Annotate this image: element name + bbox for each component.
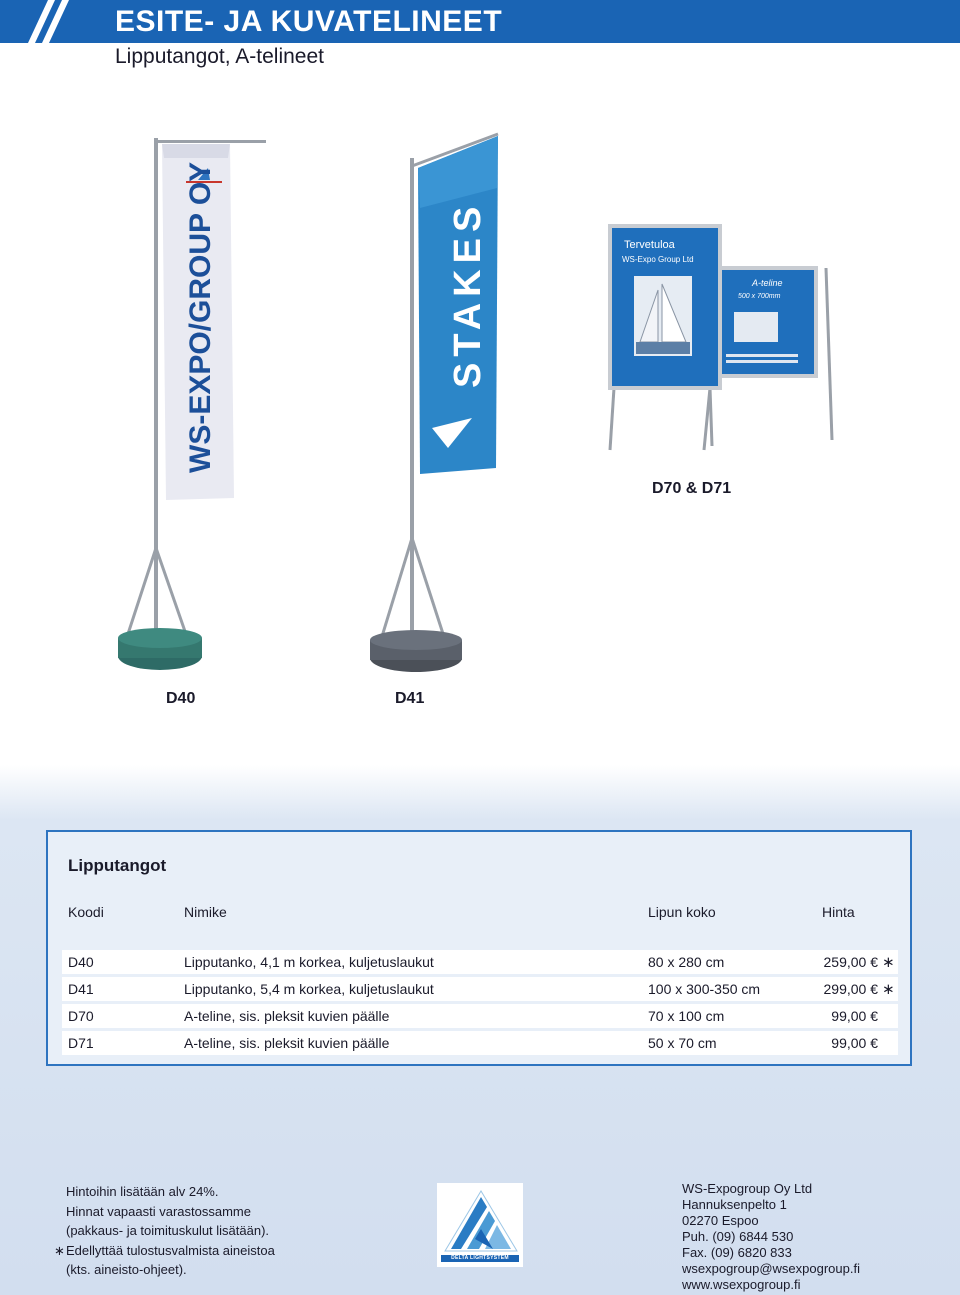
note-star-mark: ∗: [54, 1242, 65, 1258]
row-price: 259,00 €: [823, 954, 878, 970]
header-stripes-decoration: [14, 0, 84, 43]
company-city: 02270 Espoo: [682, 1213, 759, 1228]
note-delivery: Hinnat vapaasti varastossamme: [66, 1203, 251, 1219]
row-size: 80 x 280 cm: [648, 954, 725, 970]
poster-d70-subtitle: WS-Expo Group Ltd: [622, 255, 694, 264]
column-header-price: Hinta: [822, 904, 855, 920]
page-subtitle: Lipputangot, A-telineet: [115, 45, 324, 68]
row-footnote-star: ∗: [882, 981, 895, 998]
row-code: D41: [68, 981, 94, 997]
poster-d71-title: A-teline: [752, 278, 783, 288]
row-price: 99,00 €: [831, 1008, 878, 1024]
flag-d41-text: STAKES: [447, 200, 489, 388]
delta-lightsystem-logo: [437, 1183, 523, 1267]
table-row: [62, 950, 898, 974]
footer-notes: [54, 1182, 275, 1280]
company-contact: [682, 1181, 860, 1293]
note-print-ready: [54, 1241, 275, 1261]
row-code: D71: [68, 1035, 94, 1051]
caption-d40: D40: [166, 690, 196, 707]
table-row: [62, 1004, 898, 1028]
company-name: WS-Expogroup Oy Ltd: [682, 1181, 813, 1196]
column-header-size: Lipun koko: [648, 904, 716, 920]
flag-d40-text: WS-EXPO/GROUP OY: [184, 161, 217, 473]
flagpole-d40-image: [110, 128, 270, 683]
caption-d41: D41: [395, 690, 425, 707]
row-size: 50 x 70 cm: [648, 1035, 717, 1051]
company-email[interactable]: wsexpogroup@wsexpogroup.fi: [682, 1261, 860, 1276]
poster-d70-title: Tervetuloa: [624, 239, 675, 251]
company-phone: Puh. (09) 6844 530: [682, 1229, 794, 1244]
note-material-instructions: (kts. aineisto-ohjeet).: [66, 1262, 187, 1277]
row-name: A-teline, sis. pleksit kuvien päälle: [184, 1008, 390, 1024]
column-header-name: Nimike: [184, 904, 227, 920]
row-price: 299,00 €: [823, 981, 878, 997]
note-vat: Hintoihin lisätään alv 24%.: [66, 1184, 219, 1199]
logo-caption: DELTA LIGHTSYSTEM: [441, 1255, 519, 1262]
row-name: Lipputanko, 5,4 m korkea, kuljetuslaukut: [184, 981, 434, 997]
row-code: D70: [68, 1008, 94, 1024]
company-website[interactable]: www.wsexpogroup.fi: [682, 1277, 801, 1292]
row-size: 100 x 300-350 cm: [648, 981, 761, 997]
row-size: 70 x 100 cm: [648, 1008, 725, 1024]
company-fax: Fax. (09) 6820 833: [682, 1245, 792, 1260]
note-print-ready-text: Edellyttää tulostusvalmista aineistoa: [66, 1242, 275, 1258]
note-shipping-costs: (pakkaus- ja toimituskulut lisätään).: [66, 1223, 270, 1238]
poster-d71-subtitle: 500 x 700mm: [738, 293, 781, 300]
page-title: ESITE- JA KUVATELINEET: [115, 5, 503, 38]
table-row: [62, 977, 898, 1001]
price-table-panel: [46, 830, 912, 1066]
header-bar: [0, 0, 960, 43]
delta-triangle-icon: [437, 1183, 523, 1255]
row-name: Lipputanko, 4,1 m korkea, kuljetuslaukut: [184, 954, 434, 970]
row-code: D40: [68, 954, 94, 970]
flagpole-d41-image: [360, 128, 500, 683]
row-footnote-star: ∗: [882, 954, 895, 971]
row-price: 99,00 €: [831, 1035, 878, 1051]
caption-d70-d71: D70 & D71: [652, 480, 732, 497]
row-name: A-teline, sis. pleksit kuvien päälle: [184, 1035, 390, 1051]
company-street: Hannuksenpelto 1: [682, 1197, 787, 1212]
column-header-code: Koodi: [68, 904, 104, 920]
table-row: [62, 1031, 898, 1055]
price-table-title: Lipputangot: [68, 856, 167, 875]
a-frame-stands-image: [600, 218, 840, 453]
